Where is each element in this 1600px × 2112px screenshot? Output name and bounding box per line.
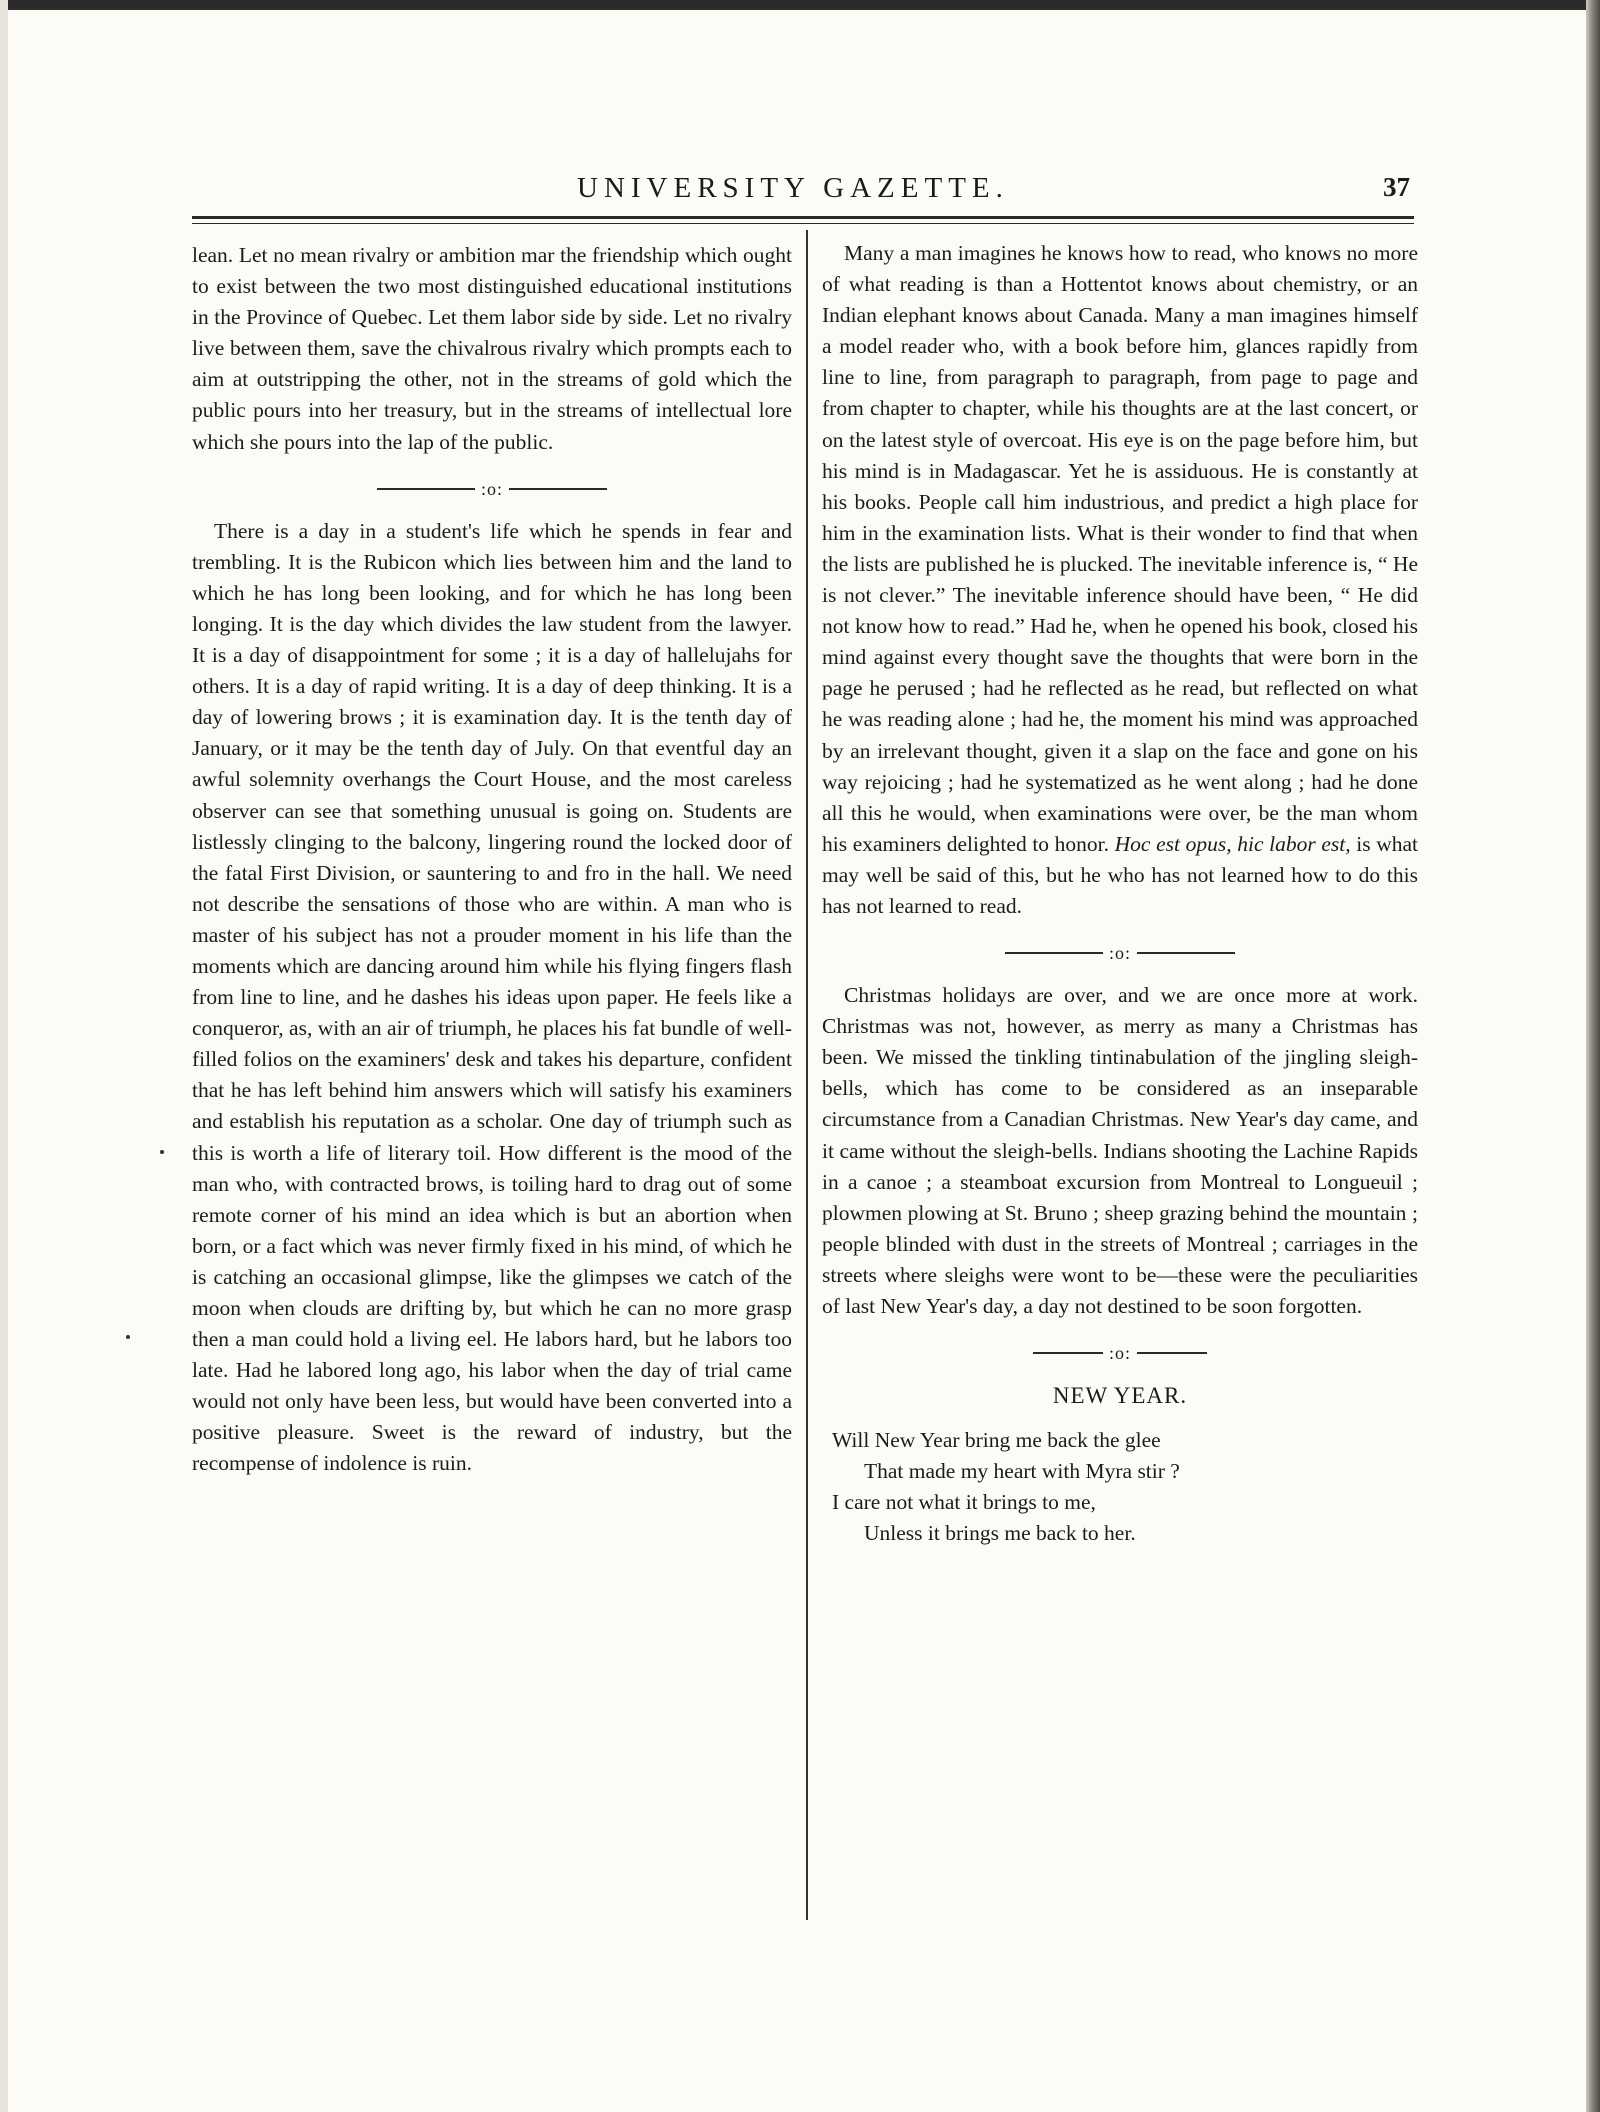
header-rule-thick	[192, 216, 1414, 219]
section-separator	[822, 936, 1418, 966]
publication-title: UNIVERSITY GAZETTE.	[577, 172, 1009, 204]
right-paragraph-1-text-a: Many a man imagines he knows how to read, who knows no more of what reading is than a Hottentot knows about chemistry, or an Indian elephant knows about Canada. Many a man imagines himself a model reader who, with a book before him, glances rapidly from line to line, from paragraph to paragraph, from page to page and from chapter to chapter, while his thoughts are at the last concert, or on the latest style of overcoat. His eye is on the page before him, but his mind is in Madagascar. Yet he is assiduous. He is constantly at his books. People call him industrious, and predict a high place for him in the examination lists. What is their wonder to find that when the lists are published he is plucked. The inevitable inference is, “ He is not clever.” The inevitable inference should have been, “ He did not know how to read.” Had he, when he opened his book, closed his mind against every thought save the thoughts that were born in the page he perused ; had he reflected as he read, but reflected on what he was reading alone ; had he, the moment his mind was approached by an irrelevant thought, given it a slap on the face and gone on his way rejoicing ; had he systematized as he went along ; had he done all this he would, when examinations were over, be the man whom his examiners delighted to honor.	[822, 241, 1418, 856]
left-column	[192, 240, 792, 1480]
latin-quote: Hoc est opus, hic labor est,	[1114, 831, 1351, 856]
left-paragraph-2: There is a day in a student's life which he spends in fear and trembling. It is the Rubicon which lies between him and the land to which he has long been looking, and for which he has long been longing. It is the day which divides the law student from the lawyer. It is a day of disappointment for some ; it is a day of hallelujahs for others. It is a day of rapid writing. It is a day of deep thinking. It is a day of lowering brows ; it is examination day. It is the tenth day of January, or it may be the tenth day of July. On that eventful day an awful solemnity overhangs the Court House, and the most careless observer can see that something unusual is going on. Students are listlessly clinging to the balcony, lingering round the locked door of the fatal First Division, or sauntering to and fro in the hall. We need not describe the sensations of those who are within. A man who is master of his subject has not a prouder moment in his life than the moments which are dancing around him while his flying fingers flash from line to line, and he dashes his ideas upon paper. He feels like a conqueror, as, with an air of triumph, he places his fat bundle of well-filled folios on the examiners' desk and takes his departure, confident that he has left behind him answers which will satisfy his examiners and establish his reputation as a scholar. One day of triumph such as this is worth a life of literary toil. How different is the mood of the man who, with contracted brows, is toiling hard to drag out of some remote corner of his mind an idea which is but an abortion when born, or a fact which was never firmly fixed in his mind, of which he is catching an occasional glimpse, like the glimpses we catch of the moon when clouds are drifting by, but which he can no more grasp then a man could hold a living eel. He labors hard, but he labors too late. Had he labored long ago, his labor when the day of trial came would not only have been less, but would have been converted into a positive pleasure. Sweet is the reward of industry, but the recompense of indolence is ruin.	[192, 518, 792, 1476]
poem-line: Will New Year bring me back the glee	[832, 1428, 1161, 1453]
right-paragraph-1	[822, 238, 1418, 922]
separator-mark: :o:	[1108, 1342, 1131, 1363]
scan-top-edge	[0, 0, 1600, 10]
scan-speck	[160, 1150, 164, 1154]
poem	[822, 1425, 1418, 1549]
page-header	[192, 172, 1414, 212]
separator-dash-right	[509, 488, 607, 490]
separator-mark: :o:	[480, 478, 503, 499]
poem-line: I care not what it brings to me,	[832, 1490, 1096, 1515]
page-number: 37	[1383, 172, 1410, 202]
poem-line: Unless it brings me back to her.	[864, 1521, 1136, 1546]
left-paragraph-1: lean. Let no mean rivalry or ambition mar the friendship which ought to exist between the two most distinguished educational institutions in the Province of Quebec. Let them labor side by side. Let no rivalry live between them, save the chivalrous rivalry which prompts each to aim at outstripping the other, not in the streams of gold which the public pours into her treasury, but in the streams of intellectual lore which she pours into the lap of the public.	[192, 243, 792, 454]
scan-right-edge	[1586, 0, 1600, 2112]
poem-line: That made my heart with Myra stir ?	[864, 1459, 1180, 1484]
separator-mark: :o:	[1108, 942, 1131, 963]
poem-title: NEW YEAR.	[1052, 1383, 1188, 1409]
separator-dash-left	[1005, 952, 1103, 954]
separator-dash-right	[1137, 1352, 1207, 1354]
right-paragraph-1-text-b: is what may well be said of this, but he who has not learned how to do this has not learned to read.	[822, 831, 1418, 918]
separator-dash-left	[377, 488, 475, 490]
column-divider	[806, 230, 808, 1920]
separator-dash-left	[1033, 1352, 1103, 1354]
scan-speck	[126, 1335, 130, 1339]
right-column	[822, 238, 1418, 1549]
separator-dash-right	[1137, 952, 1235, 954]
section-separator	[822, 1336, 1418, 1366]
header-rule-thin	[192, 223, 1414, 224]
scan-left-edge	[0, 0, 8, 2112]
right-paragraph-2: Christmas holidays are over, and we are once more at work. Christmas was not, however, as merry as many a Christmas has been. We missed the tinkling tintinabulation of the jingling sleigh-bells, which has come to be considered as an inseparable circumstance from a Canadian Christmas. New Year's day came, and it came without the sleigh-bells. Indians shooting the Lachine Rapids in a canoe ; a steamboat excursion from Montreal to Longueuil ; plowmen plowing at St. Bruno ; sheep grazing behind the mountain ; people blinded with dust in the streets of Montreal ; carriages in the streets where sleighs were wont to be—these were the peculiarities of last New Year's day, a day not destined to be soon forgotten.	[822, 983, 1418, 1318]
section-separator	[192, 472, 792, 502]
